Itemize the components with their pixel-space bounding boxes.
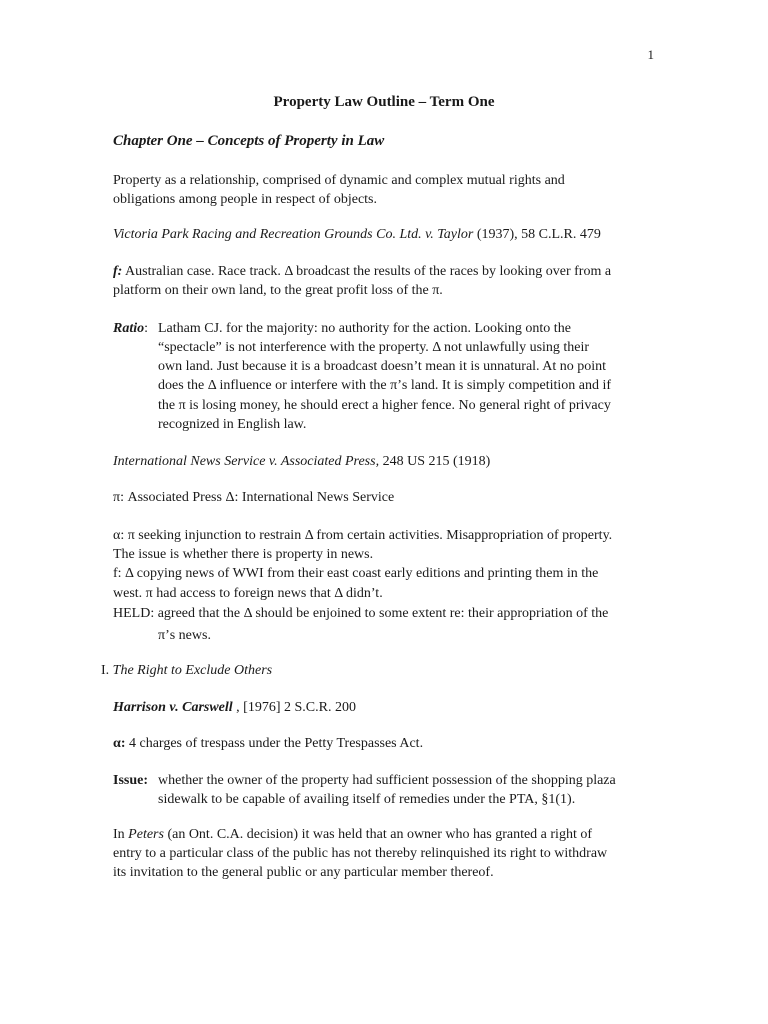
case1-ratio-label	[113, 319, 148, 338]
case1-ratio-line-3: own land. Just because it is a broadcast doesn’t mean it is unnatural. At no point	[158, 359, 607, 374]
case1-facts-label: f:	[113, 264, 123, 279]
page-number: 1	[647, 47, 654, 62]
case3-citation: , [1976] 2 S.C.R. 200	[232, 700, 356, 715]
peters-line-1	[113, 825, 592, 844]
case1-citation: (1937), 58 C.L.R. 479	[473, 227, 601, 242]
peters-rest: (an Ont. C.A. decision) it was held that an owner who has granted a right of	[163, 827, 592, 842]
case1-ratio-line-1: Latham CJ. for the majority: no authority for the action. Looking onto the	[158, 321, 571, 336]
case2-heading	[113, 452, 490, 471]
case1-heading	[113, 225, 601, 244]
case1-ratio-label-text: Ratio	[113, 321, 145, 336]
peters-line-3: its invitation to the general public or any particular member thereof.	[113, 865, 494, 880]
document-title: Property Law Outline – Term One	[273, 94, 495, 110]
peters-name: Peters	[128, 827, 164, 842]
intro-line-1: Property as a relationship, comprised of dynamic and complex mutual rights and	[113, 173, 565, 188]
case1-ratio-line-4: does the Δ influence or interfere with the π’s land. It is simply competition and if	[158, 378, 612, 393]
case2-held-continued: π’s news.	[158, 628, 211, 643]
intro-line-2: obligations among people in respect of objects.	[113, 192, 377, 207]
case2-line-1: α: π seeking injunction to restrain Δ from certain activities. Misappropriation of property.	[113, 528, 613, 543]
chapter-heading: Chapter One – Concepts of Property in Law	[113, 133, 385, 149]
section-title: The Right to Exclude Others	[112, 663, 273, 678]
case3-issue-line-2: sidewalk to be capable of availing itself of remedies under the PTA, §1(1).	[158, 792, 576, 807]
case1-ratio-line-2: “spectacle” is not interference with the property. Δ not unlawfully using their	[158, 340, 590, 355]
case2-line-3: f: Δ copying news of WWI from their east coast early editions and printing them in the	[113, 566, 599, 581]
case2-line-5: HELD: agreed that the Δ should be enjoined to some extent re: their appropriation of the	[113, 606, 609, 621]
peters-line-2: entry to a particular class of the public has not thereby relinquished its right to withdraw	[113, 846, 608, 861]
case3-issue-label	[113, 771, 148, 790]
case1-ratio-line-6: recognized in English law.	[158, 417, 307, 432]
case3-alpha-label: α:	[113, 736, 126, 751]
case1-ratio-line-5: the π is losing money, he should erect a higher fence. No general right of privacy	[158, 398, 611, 413]
case2-name: International News Service v. Associated Press,	[113, 454, 380, 469]
peters-prefix: In	[113, 827, 129, 842]
case3-heading	[113, 698, 356, 717]
case3-issue-label-text: Issue:	[113, 773, 149, 788]
case2-line-4: west. π had access to foreign news that Δ didn’t.	[113, 586, 383, 601]
case3-alpha-text: 4 charges of trespass under the Petty Trespasses Act.	[125, 736, 424, 751]
case1-facts-line-1	[113, 262, 611, 281]
case3-alpha-line	[113, 734, 423, 753]
case3-name: Harrison v. Carswell	[113, 700, 233, 715]
case1-facts-text-1: Australian case. Race track. Δ broadcast the results of the races by looking over from a	[122, 264, 612, 279]
case3-issue-line-1: whether the owner of the property had sufficient possession of the shopping plaza	[158, 773, 616, 788]
case2-line-2: The issue is whether there is property in news.	[113, 547, 374, 562]
section-heading	[101, 661, 272, 680]
case1-facts-line-2: platform on their own land, to the great profit loss of the π.	[113, 283, 443, 298]
case2-parties: π: Associated Press Δ: International News Service	[113, 490, 395, 505]
case1-name: Victoria Park Racing and Recreation Grounds Co. Ltd. v. Taylor	[113, 227, 474, 242]
case1-ratio-colon: :	[144, 321, 149, 336]
case2-citation: 248 US 215 (1918)	[379, 454, 491, 469]
section-numeral: I.	[101, 663, 110, 678]
